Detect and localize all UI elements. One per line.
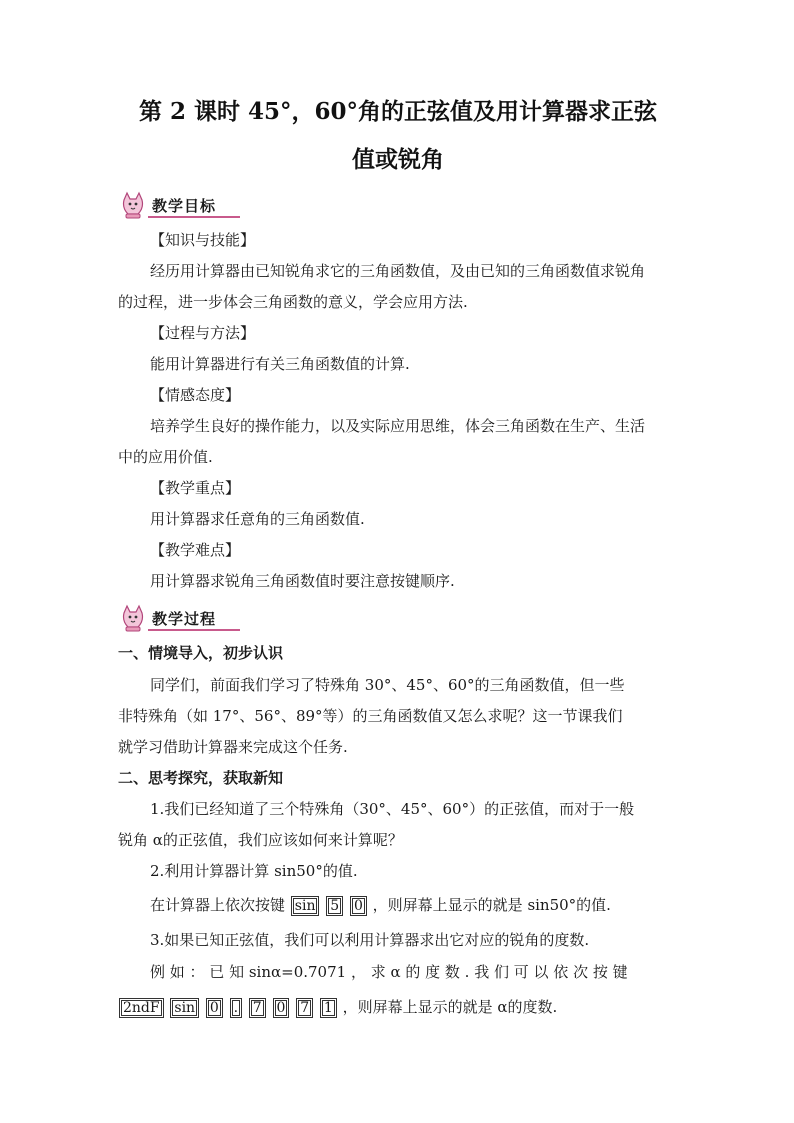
difficulty-heading: 【教学难点】 bbox=[150, 541, 241, 559]
difficulty-text: 用计算器求锐角三角函数值时要注意按键顺序. bbox=[150, 572, 455, 590]
knowledge-text-2: 的过程，进一步体会三角函数的意义，学会应用方法. bbox=[118, 293, 468, 311]
part1-text-3: 就学习借助计算器来完成这个任务. bbox=[118, 738, 348, 756]
method-text: 能用计算器进行有关三角函数值的计算. bbox=[150, 355, 410, 373]
key-5: 5 bbox=[326, 896, 343, 916]
section-label: 教学目标 bbox=[152, 197, 217, 215]
key-2ndf: 2ndF bbox=[119, 998, 164, 1018]
part2-heading: 二、思考探究，获取新知 bbox=[118, 769, 284, 787]
section-underline bbox=[148, 216, 240, 218]
focus-text: 用计算器求任意角的三角函数值. bbox=[150, 510, 365, 528]
example-keys-line bbox=[118, 996, 557, 1018]
example-text: 例 如 ： 已 知 sinα=0.7071 ， 求 α 的 度 数 . 我 们 可 以 依 次 按 键 bbox=[150, 963, 628, 981]
page-title-line-1: 第 2 课时 45°，60°角的正弦值及用计算器求正弦 bbox=[138, 98, 658, 125]
key-7: 7 bbox=[249, 998, 266, 1018]
attitude-text-1: 培养学生良好的操作能力，以及实际应用思维，体会三角函数在生产、生活 bbox=[150, 417, 646, 435]
key-sin: sin bbox=[170, 998, 199, 1018]
section-underline bbox=[148, 629, 240, 631]
key-7: 7 bbox=[296, 998, 313, 1018]
part1-text-2: 非特殊角（如 17°、56°、89°等）的三角函数值又怎么求呢？这一节课我们 bbox=[118, 707, 623, 725]
attitude-heading: 【情感态度】 bbox=[150, 386, 241, 404]
item2-step-suffix: ，则屏幕上显示的就是 sin50°的值. bbox=[372, 896, 611, 914]
example-suffix: ，则屏幕上显示的就是 α的度数. bbox=[342, 998, 558, 1016]
section-banner-goals bbox=[118, 190, 243, 220]
key-1: 1 bbox=[320, 998, 337, 1018]
section-banner-process bbox=[118, 603, 243, 633]
item1-text-1: 1.我们已经知道了三个特殊角（30°、45°、60°）的正弦值，而对于一般 bbox=[150, 800, 635, 818]
item2-step-prefix: 在计算器上依次按键 bbox=[150, 896, 286, 914]
item1-text-2: 锐角 α的正弦值，我们应该如何来计算呢？ bbox=[118, 831, 403, 849]
page-title-line-2: 值或锐角 bbox=[352, 146, 444, 173]
item3-text: 3.如果已知正弦值，我们可以利用计算器求出它对应的锐角的度数. bbox=[150, 931, 590, 949]
key-0: 0 bbox=[206, 998, 223, 1018]
knowledge-text-1: 经历用计算器由已知锐角求它的三角函数值，及由已知的三角函数值求锐角 bbox=[150, 262, 646, 280]
method-heading: 【过程与方法】 bbox=[150, 324, 256, 342]
cat-mascot-icon bbox=[118, 190, 148, 220]
key-sin: sin bbox=[291, 896, 320, 916]
section-label: 教学过程 bbox=[152, 610, 217, 628]
key-0: 0 bbox=[273, 998, 290, 1018]
part1-heading: 一、情境导入，初步认识 bbox=[118, 644, 284, 662]
key-0: 0 bbox=[350, 896, 367, 916]
attitude-text-2: 中的应用价值. bbox=[118, 448, 213, 466]
key-dot: . bbox=[230, 998, 242, 1018]
focus-heading: 【教学重点】 bbox=[150, 479, 241, 497]
cat-mascot-icon bbox=[118, 603, 148, 633]
knowledge-heading: 【知识与技能】 bbox=[150, 231, 256, 249]
item2-text: 2.利用计算器计算 sin50°的值. bbox=[150, 862, 358, 880]
item2-step-line bbox=[150, 894, 611, 916]
part1-text-1: 同学们，前面我们学习了特殊角 30°、45°、60°的三角函数值，但一些 bbox=[150, 676, 625, 694]
